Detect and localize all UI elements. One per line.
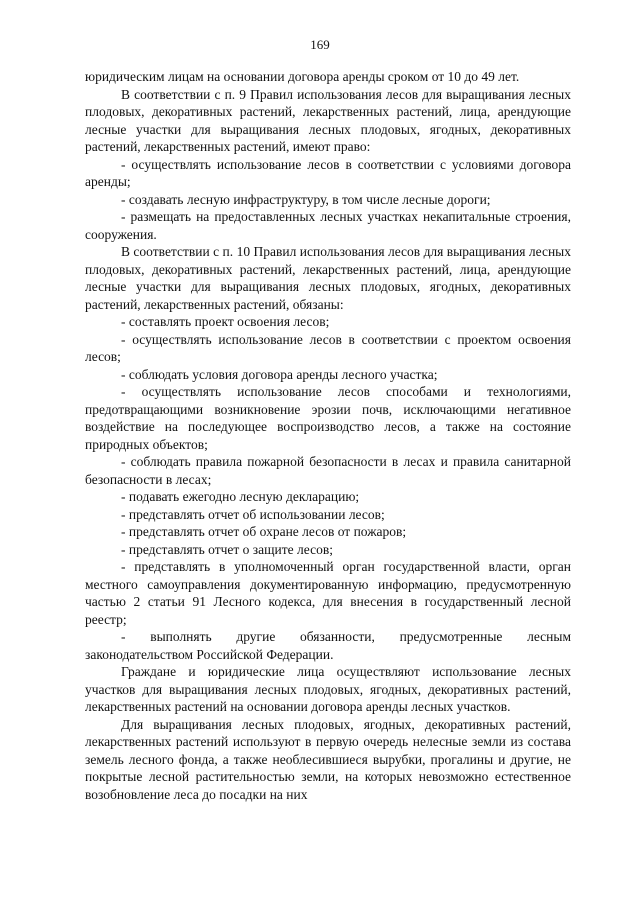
page-number: 169 bbox=[310, 37, 330, 52]
paragraph: юридическим лицам на основании договора аренды сроком от 10 до 49 лет. bbox=[85, 69, 520, 84]
list-item: - осуществлять использование лесов в соответствии с условиями договора аренды; bbox=[85, 156, 571, 189]
list-item: - составлять проект освоения лесов; bbox=[121, 314, 330, 329]
list-item: - подавать ежегодно лесную декларацию; bbox=[121, 489, 360, 504]
paragraph: Для выращивания лесных плодовых, ягодных, декоративных растений, лекарственных растений используют в первую очередь нелесные земли из состава земель лесного фонда, а также необлесившиеся вырубки, прогалины и другие, не покрытые лесной растительностью земли, на которых невозможно естественное возобновление леса до посадки на них bbox=[85, 716, 571, 802]
list-item: - размещать на предоставленных лесных участках некапитальные строения, сооружения. bbox=[85, 209, 571, 242]
list-item: - соблюдать условия договора аренды лесного участка; bbox=[121, 366, 438, 382]
paragraph: В соответствии с п. 9 Правил использования лесов для выращивания лесных плодовых, декоративных растений, лекарственных растений, лица, арендующие лесные участки для выращивания лесных плодовых, ягодных, декоративных растений, лекарственных растений, имеют право: bbox=[85, 86, 571, 154]
list-item: - представлять в уполномоченный орган государственной власти, орган местного самоуправления документированную информацию, предусмотренную частью 2 статьи 91 Лесного кодекса, для внесения в государственный лесной реестр; bbox=[85, 559, 571, 627]
list-item: - создавать лесную инфраструктуру, в том числе лесные дороги; bbox=[121, 191, 491, 207]
paragraph: Граждане и юридические лица осуществляют использование лесных участков для выращивания лесных плодовых, ягодных, декоративных растений, лекарственных растений на основании договора аренды лесных участков. bbox=[85, 664, 571, 714]
list-item: - выполнять другие обязанности, предусмотренные лесным законодательством Российской Федерации. bbox=[85, 629, 571, 662]
list-item: - соблюдать правила пожарной безопасности в лесах и правила санитарной безопасности в лесах; bbox=[85, 454, 571, 487]
list-item: - представлять отчет об охране лесов от пожаров; bbox=[121, 524, 407, 539]
list-item: - осуществлять использование лесов способами и технологиями, предотвращающими возникновение эрозии почв, исключающими негативное воздействие на последующее воспроизводство лесов, а также на состояние природных объектов; bbox=[85, 384, 571, 452]
list-item: - осуществлять использование лесов в соответствии с проектом освоения лесов; bbox=[85, 331, 571, 364]
list-item: - представлять отчет об использовании лесов; bbox=[121, 506, 385, 522]
list-item: - представлять отчет о защите лесов; bbox=[121, 541, 333, 557]
document-body bbox=[85, 68, 571, 803]
paragraph: В соответствии с п. 10 Правил использования лесов для выращивания лесных плодовых, декоративных растений, лекарственных растений, лица, арендующие лесные участки для выращивания лесных плодовых, ягодных, декоративных растений, лекарственных растений, обязаны: bbox=[85, 244, 571, 312]
